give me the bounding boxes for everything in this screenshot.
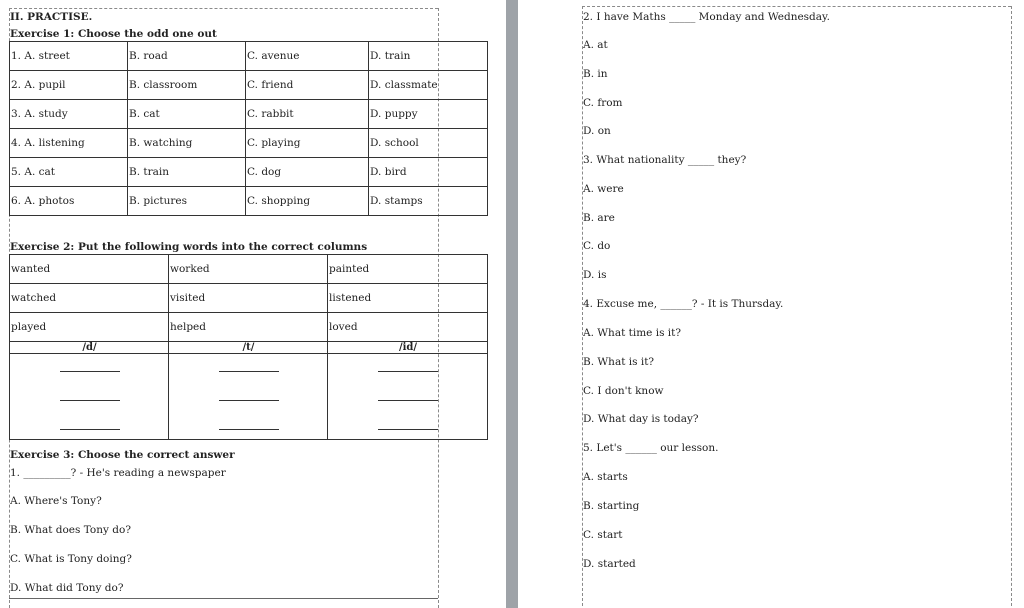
question-4-option-a[interactable]: A. What time is it? (583, 327, 682, 339)
answer-row (10, 354, 488, 440)
table-cell: D. school (369, 129, 488, 158)
question-3-option-b[interactable]: B. are (583, 212, 615, 224)
column-header-t: /t/ (169, 342, 328, 354)
question-1-option-c[interactable]: C. What is Tony doing? (10, 553, 132, 565)
answer-blank[interactable] (60, 370, 120, 372)
question-3-option-d[interactable]: D. is (583, 269, 607, 281)
table-row (10, 158, 488, 187)
page-gap (506, 0, 518, 608)
exercise-3-title: Exercise 3: Choose the correct answer (10, 449, 235, 461)
table-cell: C. shopping (246, 187, 369, 216)
answer-cell-t (169, 354, 328, 440)
table-cell: 5. A. cat (10, 158, 128, 187)
question-4: 4. Excuse me, ______? - It is Thursday. (583, 298, 784, 310)
question-1-option-a[interactable]: A. Where's Tony? (10, 495, 102, 507)
question-5: 5. Let's ______ our lesson. (583, 442, 719, 454)
exercise-1-table (9, 41, 488, 216)
table-row (10, 255, 488, 284)
question-1-option-b[interactable]: B. What does Tony do? (10, 524, 131, 536)
question-2-option-c[interactable]: C. from (583, 97, 623, 109)
table-cell: D. classmate (369, 71, 488, 100)
table-cell: loved (328, 313, 488, 342)
answer-blank[interactable] (219, 428, 279, 430)
question-2-option-b[interactable]: B. in (583, 68, 608, 80)
question-3-option-c[interactable]: C. do (583, 240, 611, 252)
table-cell: watched (10, 284, 169, 313)
margin-line-top (582, 6, 1011, 7)
table-row (10, 284, 488, 313)
table-row (10, 100, 488, 129)
table-cell: painted (328, 255, 488, 284)
question-1: 1. _________? - He's reading a newspaper (10, 467, 226, 479)
table-cell: helped (169, 313, 328, 342)
table-row (10, 42, 488, 71)
question-1-option-d[interactable]: D. What did Tony do? (10, 582, 124, 594)
question-4-option-c[interactable]: C. I don't know (583, 385, 664, 397)
table-cell: C. avenue (246, 42, 369, 71)
answer-blank[interactable] (378, 428, 438, 430)
question-5-option-d[interactable]: D. started (583, 558, 636, 570)
margin-line-right (1011, 6, 1012, 606)
question-2-option-d[interactable]: D. on (583, 125, 611, 137)
table-cell: C. rabbit (246, 100, 369, 129)
answer-cell-id (328, 354, 488, 440)
table-cell: 1. A. street (10, 42, 128, 71)
answer-blank[interactable] (378, 399, 438, 401)
answer-blank[interactable] (219, 370, 279, 372)
question-5-option-a[interactable]: A. starts (583, 471, 628, 483)
table-cell: C. playing (246, 129, 369, 158)
question-4-option-b[interactable]: B. What is it? (583, 356, 655, 368)
question-2-option-a[interactable]: A. at (583, 39, 608, 51)
column-header-id: /id/ (328, 342, 488, 354)
bottom-rule (9, 598, 438, 599)
table-cell: wanted (10, 255, 169, 284)
right-page (518, 0, 1024, 608)
table-cell: D. bird (369, 158, 488, 187)
question-5-option-b[interactable]: B. starting (583, 500, 640, 512)
table-cell: B. cat (128, 100, 246, 129)
table-row (10, 187, 488, 216)
table-row (10, 71, 488, 100)
table-cell: B. pictures (128, 187, 246, 216)
table-cell: visited (169, 284, 328, 313)
question-4-option-d[interactable]: D. What day is today? (583, 413, 699, 425)
table-row (10, 129, 488, 158)
table-cell: B. watching (128, 129, 246, 158)
table-cell: listened (328, 284, 488, 313)
table-cell: D. train (369, 42, 488, 71)
left-page (0, 0, 506, 608)
question-3-option-a[interactable]: A. were (583, 183, 624, 195)
answer-blank[interactable] (60, 428, 120, 430)
table-row (10, 313, 488, 342)
table-cell: D. puppy (369, 100, 488, 129)
table-cell: D. stamps (369, 187, 488, 216)
table-cell: played (10, 313, 169, 342)
table-cell: C. friend (246, 71, 369, 100)
table-cell: 3. A. study (10, 100, 128, 129)
table-cell: worked (169, 255, 328, 284)
section-title: II. PRACTISE. (10, 11, 93, 23)
table-cell: B. road (128, 42, 246, 71)
column-header-d: /d/ (10, 342, 169, 354)
answer-blank[interactable] (219, 399, 279, 401)
question-3: 3. What nationality _____ they? (583, 154, 747, 166)
table-cell: C. dog (246, 158, 369, 187)
question-2: 2. I have Maths _____ Monday and Wednesday. (583, 11, 830, 23)
table-cell: 2. A. pupil (10, 71, 128, 100)
answer-cell-d (10, 354, 169, 440)
exercise-1-title: Exercise 1: Choose the odd one out (10, 28, 217, 40)
table-cell: 6. A. photos (10, 187, 128, 216)
table-cell: B. classroom (128, 71, 246, 100)
question-5-option-c[interactable]: C. start (583, 529, 623, 541)
answer-blank[interactable] (378, 370, 438, 372)
margin-line-top (9, 8, 438, 9)
table-cell: 4. A. listening (10, 129, 128, 158)
answer-blank[interactable] (60, 399, 120, 401)
exercise-2-title: Exercise 2: Put the following words into the correct columns (10, 241, 368, 253)
table-cell: B. train (128, 158, 246, 187)
exercise-2-table (9, 254, 488, 440)
table-header-row (10, 342, 488, 354)
